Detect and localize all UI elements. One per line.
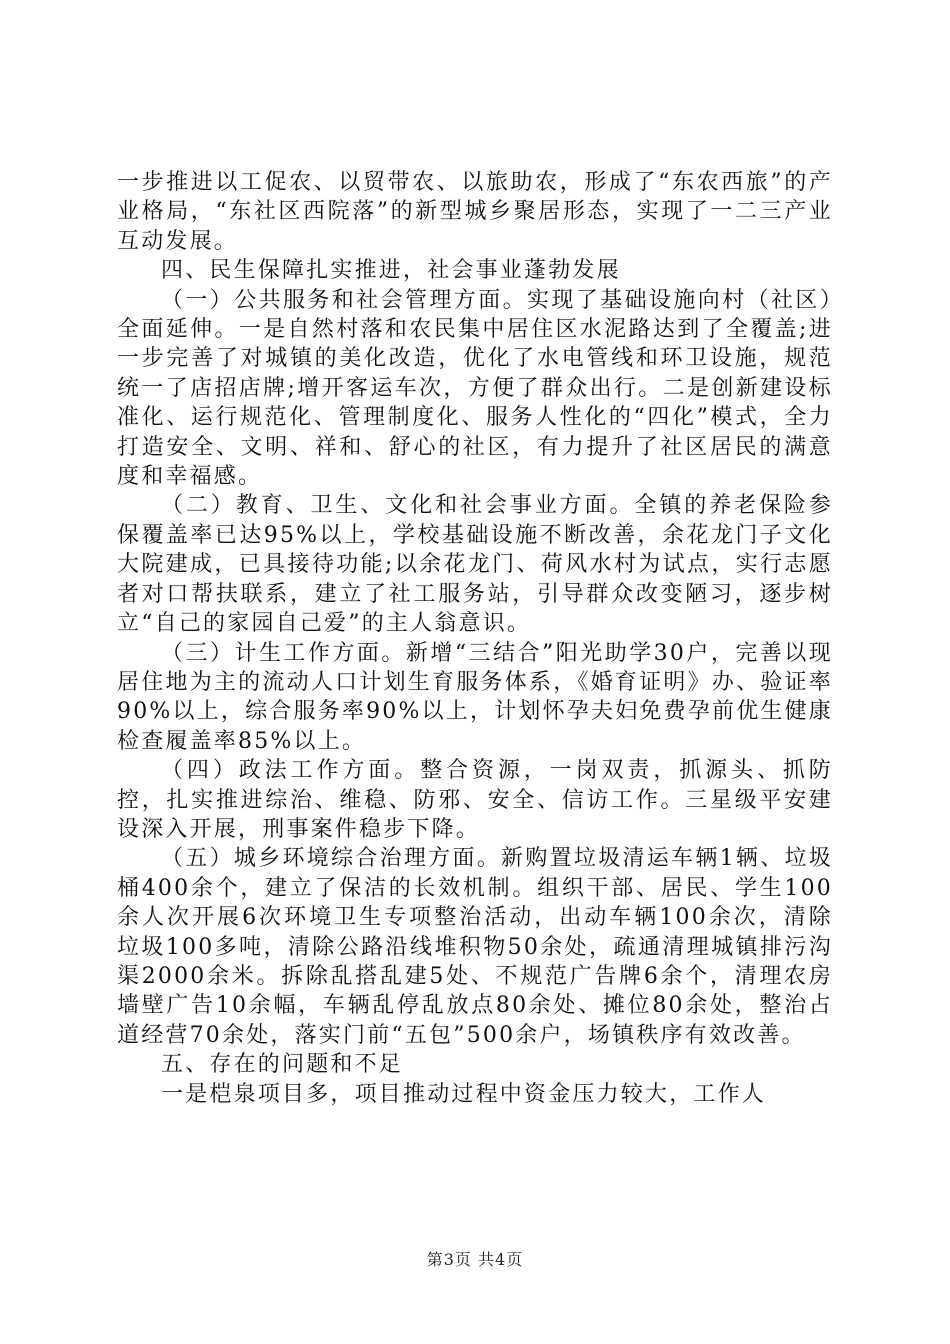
paragraph-political-legal: （四）政法工作方面。整合资源，一岗双责，抓源头、抓防控，扎实推进综治、维稳、防邪、安全、信访工作。三星级平安建设深入开展，刑事案件稳步下降。 xyxy=(117,758,833,842)
document-body xyxy=(117,168,833,1109)
paragraph-continuation: 一步推进以工促农、以贸带农、以旅助农，形成了“东农西旅”的产业格局，“东社区西院落”的新型城乡聚居形态，实现了一二三产业互动发展。 xyxy=(117,170,833,254)
section-heading-livelihood: 四、民生保障扎实推进，社会事业蓬勃发展 xyxy=(161,258,621,284)
paragraph-problems: 一是桤泉项目多，项目推动过程中资金压力较大，工作人 xyxy=(161,1081,767,1107)
paragraph-education-health-culture: （二）教育、卫生、文化和社会事业方面。全镇的养老保险参保覆盖率已达95%以上，学校基础设施不断改善，余花龙门子文化大院建成，已具接待功能;以余花龙门、荷风水村为试点，实行志愿者对口帮扶联系，建立了社工服务站，引导群众改变陋习，逐步树立“自己的家园自己爱”的主人翁意识。 xyxy=(117,493,833,637)
paragraph-environment: （五）城乡环境综合治理方面。新购置垃圾清运车辆1辆、垃圾桶400余个，建立了保洁的长效机制。组织干部、居民、学生100余人次开展6次环境卫生专项整治活动，出动车辆100余次，清除垃圾100多吨，清除公路沿线堆积物50余处，疏通清理城镇排污沟渠2000余米。拆除乱搭乱建5处、不规范广告牌6余个，清理农房墙壁广告10余幅，车辆乱停乱放点80余处、摊位80余处，整治占道经营70余处，落实门前“五包”500余户，场镇秩序有效改善。 xyxy=(117,846,833,1048)
section-heading-problems: 五、存在的问题和不足 xyxy=(161,1052,404,1078)
paragraph-public-services: （一）公共服务和社会管理方面。实现了基础设施向村（社区）全面延伸。一是自然村落和农民集中居住区水泥路达到了全覆盖;进一步完善了对城镇的美化改造，优化了水电管线和环卫设施，规范统一了店招店牌;增开客运车次，方便了群众出行。二是创新建设标准化、运行规范化、管理制度化、服务人性化的“四化”模式，全力打造安全、文明、祥和、舒心的社区，有力提升了社区居民的满意度和幸福感。 xyxy=(117,287,833,490)
paragraph-family-planning: （三）计生工作方面。新增“三结合”阳光助学30户，完善以现居住地为主的流动人口计划生育服务体系，《婚育证明》办、验证率90%以上，综合服务率90%以上，计划怀孕夫妇免费孕前优生健康检查履盖率85%以上。 xyxy=(117,640,833,754)
page-number-footer: 第3页 共4页 xyxy=(426,1250,524,1269)
